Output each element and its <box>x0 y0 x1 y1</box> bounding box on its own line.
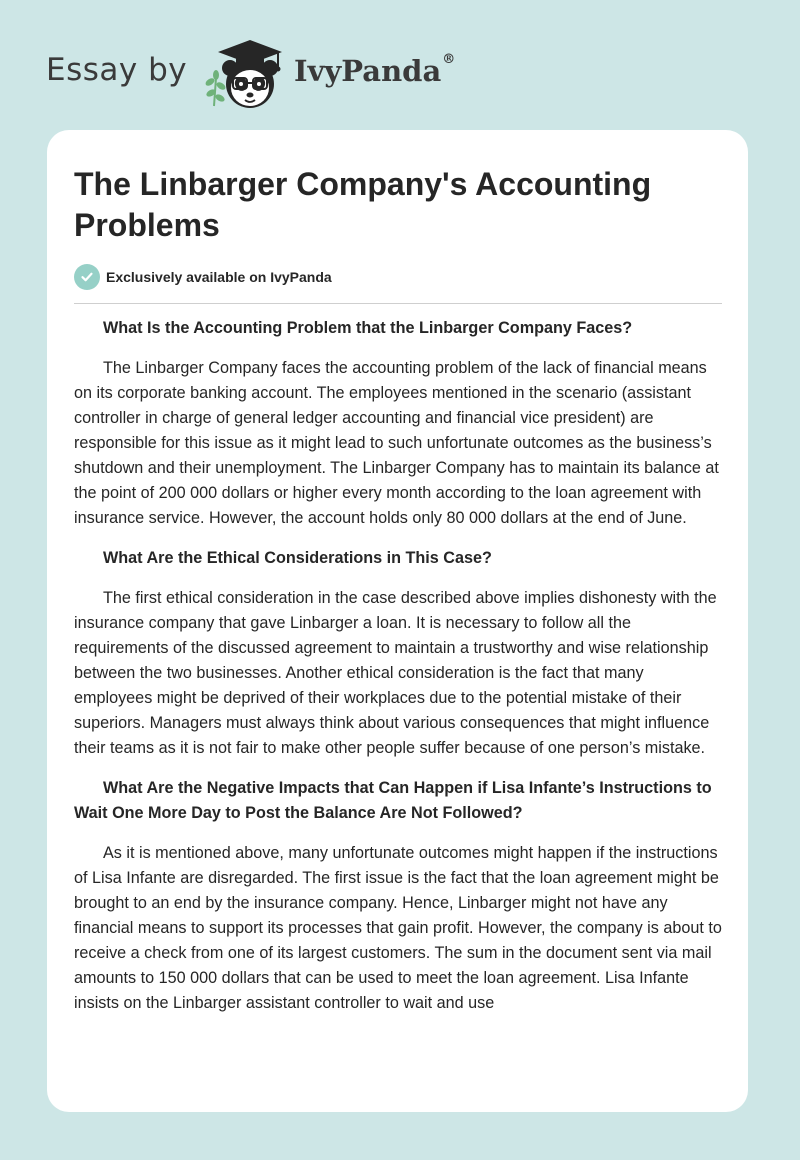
essay-body <box>74 316 722 1031</box>
section-ethical-considerations <box>74 546 722 761</box>
panda-graduation-cap-icon[interactable] <box>200 34 290 112</box>
section-heading: What Is the Accounting Problem that the Linbarger Company Faces? <box>103 319 633 337</box>
essay-card <box>47 130 748 1112</box>
section-accounting-problem <box>74 316 722 531</box>
badge-label: Exclusively available on IvyPanda <box>106 269 332 285</box>
section-heading: What Are the Ethical Considerations in This Case? <box>103 549 492 567</box>
section-negative-impacts <box>74 776 722 1016</box>
registered-mark: ® <box>442 52 456 67</box>
section-heading: What Are the Negative Impacts that Can Happen if Lisa Infante’s Instructions to Wait One More Day to Post the Balance Are Not Followed? <box>74 779 712 822</box>
section-paragraph: As it is mentioned above, many unfortunate outcomes might happen if the instructions of Lisa Infante are disregarded. The first issue is the fact that the loan agreement might be brought to an end by the insurance company. Hence, Linbarger might not have any financial means to support its processes that gain profit. However, the company is about to receive a check from one of its largest customers. The sum in the document sent via mail amounts to 150 000 dollars that can be used to meet the loan agreement. Lisa Infante insists on the Linbarger assistant controller to wait and use <box>74 844 722 1012</box>
exclusive-badge <box>74 264 332 290</box>
section-paragraph: The Linbarger Company faces the accounting problem of the lack of financial means on its corporate banking account. The employees mentioned in the scenario (assistant controller in charge of general ledger accounting and financial vice president) are responsible for this issue as it might lead to such unfortunate outcomes as the business’s shutdown and their unemployment. The Linbarger Company has to maintain its balance at the point of 200 000 dollars or higher every month according to the loan agreement with insurance service. However, the account holds only 80 000 dollars at the end of June. <box>74 359 719 527</box>
divider <box>74 303 722 304</box>
check-circle-icon <box>74 264 100 290</box>
brand-name[interactable] <box>294 54 455 88</box>
page-title: The Linbarger Company's Accounting Problems <box>74 166 652 243</box>
site-header <box>46 30 506 110</box>
brand-prefix: Essay by <box>46 52 188 88</box>
brand-name-text: IvyPanda <box>294 54 442 88</box>
section-paragraph: The first ethical consideration in the case described above implies dishonesty with the insurance company that gave Linbarger a loan. It is necessary to follow all the requirements of the discussed agreement to maintain a trustworthy and wise relationship between the two businesses. Another ethical consideration is the fact that many employees might be deprived of their workplaces due to the potential mistake of their superiors. Managers must always think about various consequences that might influence their teams as it is not fair to make other people suffer because of one person’s mistake. <box>74 589 717 757</box>
